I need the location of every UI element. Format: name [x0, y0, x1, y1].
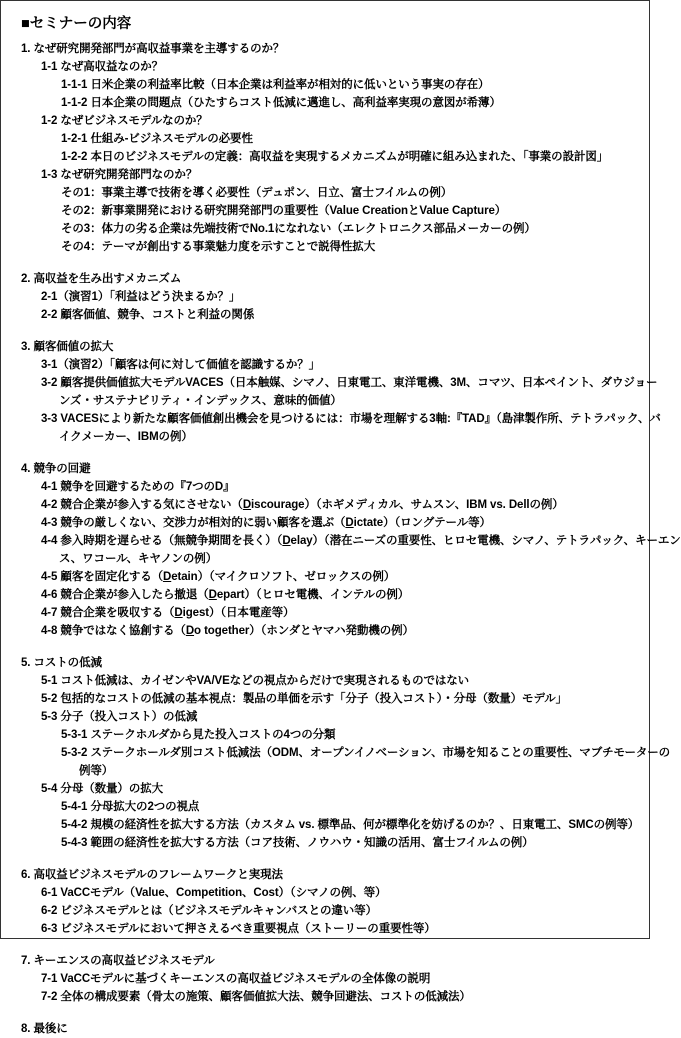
outline-line: 4-7 競合企業を吸収する（Digest）（日本電産等） [41, 607, 295, 619]
outline-line: 1-3 なぜ研究開発部門なのか？ [41, 169, 198, 181]
underlined-initial: D [242, 499, 252, 511]
outline-line: 4-8 競争ではなく協創する（Do together）（ホンダとヤマハ発動機の例） [41, 625, 414, 637]
outline-line: 4. 競争の回避 [21, 463, 91, 475]
outline-line: 4-6 競合企業が参入したら撤退（Depart）（ヒロセ電機、インテルの例） [41, 589, 410, 601]
outline-line: 6-1 VaCCモデル（Value、Competition、Cost）（シマノの例、等） [41, 887, 387, 899]
outline-line: 2-1（演習1）「利益はどう決まるか？」 [41, 291, 241, 303]
outline-line: 7-1 VaCCモデルに基づくキーエンスの高収益ビジネスモデルの全体像の説明 [41, 973, 431, 985]
outline-line: 7-2 全体の構成要素（骨太の施策、顧客価値拡大法、競争回避法、コストの低減法） [41, 991, 471, 1003]
outline-line: 6. 高収益ビジネスモデルのフレームワークと実現法 [21, 869, 283, 881]
outline-line-continuation: ス、ワコール、キヤノンの例） [59, 553, 218, 565]
outline-line: 3-2 顧客提供価値拡大モデルVACES（日本触媒、シマノ、日東電工、東洋電機、3M、コマツ、日本ペイント、ダウジョー [41, 377, 658, 389]
outline-line: その1：事業主導で技術を導く必要性（デュポン、日立、富士フイルムの例） [61, 187, 453, 199]
outline-line: その2：新事業開発における研究開発部門の重要性（Value CreationとValue Capture） [61, 205, 507, 217]
outline-line: 1-2-1 仕組み-ビジネスモデルの必要性 [61, 133, 253, 145]
outline-line: 5-3-1 ステークホルダから見た投入コストの4つの分類 [61, 729, 336, 741]
outline-line: 4-2 競合企業が参入する気にさせない（Discourage）（ホギメディカル、サムスン、IBM vs. Dellの例） [41, 499, 564, 511]
section-spacer [11, 1006, 639, 1020]
outline-line: 5-4-1 分母拡大の2つの視点 [61, 801, 200, 813]
outline-line: 3-3 VACESにより新たな顧客価値創出機会を見つけるには：市場を理解する3軸:『TAD』（島津製作所、テトラパック、バ [41, 413, 661, 425]
outline-line: 6-3 ビジネスモデルにおいて押さえるべき重要視点（ストーリーの重要性等） [41, 923, 436, 935]
outline-line: 7. キーエンスの高収益ビジネスモデル [21, 955, 215, 967]
outline-line: 3-1（演習2）「顧客は何に対して価値を認識するか？」 [41, 359, 321, 371]
outline-line: 5-3 分子（投入コスト）の低減 [41, 711, 198, 723]
section-spacer [11, 324, 639, 338]
outline-line: 1-1 なぜ高収益なのか？ [41, 61, 164, 73]
section-spacer [11, 640, 639, 654]
outline-line: 1. なぜ研究開発部門が高収益事業を主導するのか？ [21, 43, 285, 55]
outline-list [11, 40, 681, 1038]
page-title: ■セミナーの内容 [21, 16, 132, 32]
outline-line: 5-4-2 規模の経済性を拡大する方法（カスタム vs. 標準品、何が標準化を妨げるのか？、日東電工、SMCの例等） [61, 819, 640, 831]
section-spacer [11, 256, 639, 270]
outline-line: 1-2-2 本日のビジネスモデルの定義：高収益を実現するメカニズムが明確に組み込まれた、「事業の設計図」 [61, 151, 609, 163]
outline-line: 2-2 顧客価値、競争、コストと利益の関係 [41, 309, 255, 321]
outline-line: 5-2 包括的なコストの低減の基本視点：製品の単価を示す「分子（投入コスト）・分母（数量）モデル」 [41, 693, 568, 705]
outline-line: 5. コストの低減 [21, 657, 102, 669]
underlined-initial: D [282, 535, 291, 547]
outline-line: 5-3-2 ステークホールダ別コスト低減法（ODM、オープンイノベーション、市場を知ることの重要性、マブチモーターの [61, 747, 671, 759]
underlined-initial: D [174, 607, 183, 619]
outline-line: 1-1-1 日米企業の利益率比較（日本企業は利益率が相対的に低いという事実の存在） [61, 79, 490, 91]
section-spacer [11, 852, 639, 866]
outline-line: 5-4 分母（数量）の拡大 [41, 783, 164, 795]
outline-line: 4-5 顧客を固定化する（Detain）（マイクロソフト、ゼロックスの例） [41, 571, 396, 583]
outline-line: その3：体力の劣る企業は先端技術でNo.1になれない（エレクトロニクス部品メーカーの例） [61, 223, 536, 235]
outline-line: 1-1-2 日本企業の問題点（ひたすらコスト低減に邁進し、高利益率実現の意図が希薄） [61, 97, 501, 109]
outline-line: 5-4-3 範囲の経済性を拡大する方法（コア技術、ノウハウ・知識の活用、富士フイルムの例） [61, 837, 534, 849]
underlined-initial: D [345, 517, 354, 529]
section-spacer [11, 938, 639, 952]
outline-line: 2. 高収益を生み出すメカニズム [21, 273, 182, 285]
underlined-initial: D [163, 571, 172, 583]
outline-line: 4-1 競争を回避するための『7つのD』 [41, 481, 235, 493]
outline-line: 6-2 ビジネスモデルとは（ビジネスモデルキャンバスとの違い等） [41, 905, 377, 917]
outline-line: 4-3 競争の厳しくない、交渉力が相対的に弱い顧客を選ぶ（Dictate）（ロングテール等） [41, 517, 491, 529]
outline-line: 5-1 コスト低減は、カイゼンやVA/VEなどの視点からだけで実現されるものではない [41, 675, 470, 687]
underlined-initial: D [185, 625, 195, 637]
underlined-initial: D [208, 589, 217, 601]
outline-line: その4：テーマが創出する事業魅力度を示すことで説得性拡大 [61, 241, 376, 253]
outline-line-continuation: ンズ・サステナビリティ・インデックス、意味的価値） [59, 395, 342, 407]
outline-line: 3. 顧客価値の拡大 [21, 341, 114, 353]
section-spacer [11, 446, 639, 460]
outline-line: 8. 最後に [21, 1023, 68, 1035]
outline-line-continuation: 例等） [79, 765, 114, 777]
outline-line: 4-4 参入時期を遅らせる（無競争期間を長く）（Delay）（潜在ニーズの重要性、ヒロセ電機、シマノ、テトラパック、キーエン [41, 535, 681, 547]
outline-line-continuation: イクメーカー、IBMの例） [59, 431, 193, 443]
outline-line: 1-2 なぜビジネスモデルなのか？ [41, 115, 208, 127]
